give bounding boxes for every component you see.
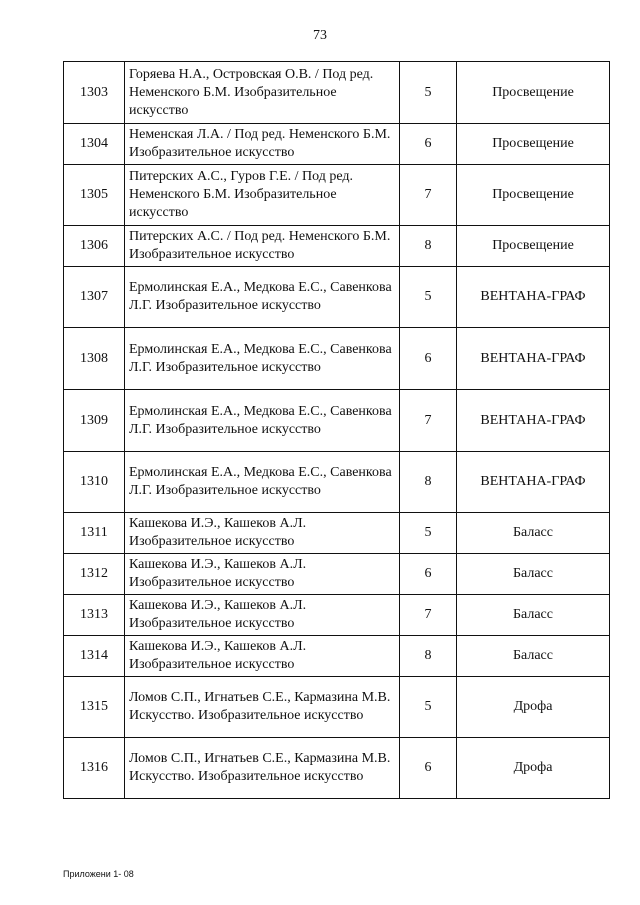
row-publisher: ВЕНТАНА-ГРАФ xyxy=(457,328,610,390)
row-grade: 7 xyxy=(400,595,457,636)
row-title: Ермолинская Е.А., Медкова Е.С., Савенкова Л.Г. Изобразительное искусство xyxy=(125,328,400,390)
row-publisher: Просвещение xyxy=(457,165,610,226)
row-number: 1303 xyxy=(64,62,125,124)
row-title: Кашекова И.Э., Кашеков А.Л. Изобразительное искусство xyxy=(125,595,400,636)
row-publisher: Баласс xyxy=(457,636,610,677)
row-publisher: Баласс xyxy=(457,513,610,554)
row-grade: 5 xyxy=(400,677,457,738)
row-grade: 7 xyxy=(400,165,457,226)
table-row xyxy=(64,62,610,124)
row-grade: 6 xyxy=(400,554,457,595)
row-publisher: ВЕНТАНА-ГРАФ xyxy=(457,267,610,328)
table-row xyxy=(64,267,610,328)
row-grade: 5 xyxy=(400,62,457,124)
row-number: 1311 xyxy=(64,513,125,554)
row-number: 1314 xyxy=(64,636,125,677)
row-number: 1305 xyxy=(64,165,125,226)
row-title: Ермолинская Е.А., Медкова Е.С., Савенкова Л.Г. Изобразительное искусство xyxy=(125,390,400,452)
page-number: 73 xyxy=(313,28,327,43)
table-row xyxy=(64,328,610,390)
row-title: Ермолинская Е.А., Медкова Е.С., Савенкова Л.Г. Изобразительное искусство xyxy=(125,452,400,513)
row-title: Ломов С.П., Игнатьев С.Е., Кармазина М.В. Искусство. Изобразительное искусство xyxy=(125,738,400,799)
table-row xyxy=(64,226,610,267)
table-row xyxy=(64,513,610,554)
table-row xyxy=(64,165,610,226)
row-number: 1304 xyxy=(64,124,125,165)
table-row xyxy=(64,554,610,595)
row-grade: 8 xyxy=(400,636,457,677)
row-title: Неменская Л.А. / Под ред. Неменского Б.М. Изобразительное искусство xyxy=(125,124,400,165)
row-number: 1315 xyxy=(64,677,125,738)
row-number: 1308 xyxy=(64,328,125,390)
row-grade: 5 xyxy=(400,513,457,554)
textbook-table xyxy=(63,61,610,799)
table-row xyxy=(64,595,610,636)
row-title: Кашекова И.Э., Кашеков А.Л. Изобразительное искусство xyxy=(125,554,400,595)
row-title: Ломов С.П., Игнатьев С.Е., Кармазина М.В. Искусство. Изобразительное искусство xyxy=(125,677,400,738)
row-title: Горяева Н.А., Островская О.В. / Под ред. Неменского Б.М. Изобразительное искусство xyxy=(125,62,400,124)
row-grade: 8 xyxy=(400,452,457,513)
row-publisher: ВЕНТАНА-ГРАФ xyxy=(457,390,610,452)
row-grade: 8 xyxy=(400,226,457,267)
row-publisher: Дрофа xyxy=(457,677,610,738)
row-title: Ермолинская Е.А., Медкова Е.С., Савенкова Л.Г. Изобразительное искусство xyxy=(125,267,400,328)
table-row xyxy=(64,124,610,165)
row-publisher: Просвещение xyxy=(457,226,610,267)
row-publisher: Дрофа xyxy=(457,738,610,799)
table-row xyxy=(64,390,610,452)
row-grade: 5 xyxy=(400,267,457,328)
row-number: 1312 xyxy=(64,554,125,595)
row-number: 1316 xyxy=(64,738,125,799)
row-number: 1309 xyxy=(64,390,125,452)
row-publisher: Баласс xyxy=(457,595,610,636)
row-number: 1307 xyxy=(64,267,125,328)
row-number: 1310 xyxy=(64,452,125,513)
row-title: Питерских А.С. / Под ред. Неменского Б.М. Изобразительное искусство xyxy=(125,226,400,267)
row-grade: 6 xyxy=(400,328,457,390)
table-row xyxy=(64,636,610,677)
row-publisher: Просвещение xyxy=(457,124,610,165)
row-number: 1313 xyxy=(64,595,125,636)
row-title: Кашекова И.Э., Кашеков А.Л. Изобразительное искусство xyxy=(125,513,400,554)
row-number: 1306 xyxy=(64,226,125,267)
table-row xyxy=(64,677,610,738)
row-grade: 6 xyxy=(400,738,457,799)
row-title: Кашекова И.Э., Кашеков А.Л. Изобразительное искусство xyxy=(125,636,400,677)
row-grade: 6 xyxy=(400,124,457,165)
row-grade: 7 xyxy=(400,390,457,452)
footer-note: Приложени 1- 08 xyxy=(63,869,134,879)
textbook-table-body xyxy=(64,62,610,799)
table-row xyxy=(64,452,610,513)
row-publisher: ВЕНТАНА-ГРАФ xyxy=(457,452,610,513)
row-publisher: Баласс xyxy=(457,554,610,595)
row-title: Питерских А.С., Гуров Г.Е. / Под ред. Неменского Б.М. Изобразительное искусство xyxy=(125,165,400,226)
table-row xyxy=(64,738,610,799)
row-publisher: Просвещение xyxy=(457,62,610,124)
